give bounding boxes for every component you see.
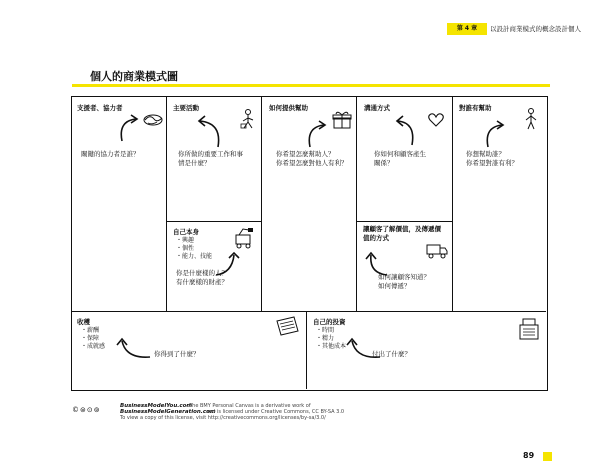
chapter-tag: 第 4 章 [447, 23, 487, 35]
block-title: 自己的投資 [313, 318, 346, 326]
footer-text: and is licensed under Creative Commons, CC BY-SA 3.0 [206, 409, 345, 415]
block-bullets: ・薪酬 ・保障 ・成就感 [81, 327, 106, 350]
divider-line [72, 311, 546, 312]
register-icon [518, 317, 540, 341]
block-question: 你想幫助誰？ 你希望對誰有利？ [466, 150, 518, 167]
footer-text: To view a copy of this license, visit http://creativecommons.org/licenses/by-sa/3.0/ [120, 415, 326, 421]
curved-arrow-icon [304, 117, 334, 149]
divider-line [261, 97, 262, 311]
curved-arrow-icon [116, 333, 152, 361]
divider-line [166, 221, 261, 222]
creative-commons-icon: ©⊜⊙⊚ [72, 406, 101, 414]
footer-link[interactable]: BusinessModelGeneration.com [120, 409, 216, 415]
block-bullets: ・興趣 ・個性 ・能力、技能 [176, 237, 213, 260]
divider-line [452, 97, 453, 311]
block-question: 你是什麼樣的人？ 有什麼樣的財產？ [176, 269, 228, 286]
page-marker [543, 452, 552, 461]
block-question: 你希望怎麼幫助人？ 你希望怎麼對他人有利？ [276, 150, 348, 167]
curved-arrow-icon [116, 113, 146, 143]
title-rule [72, 84, 550, 87]
block-question: 如何讓顧客知道？ 如何傳遞？ [378, 273, 430, 290]
block-question: 你所做的重要工作和事 情是什麼？ [178, 150, 243, 167]
footer-link[interactable]: BusinessModelYou.com [120, 403, 193, 409]
truck-icon [426, 243, 448, 259]
block-bullets: ・時間 ・精力 ・其他成本 [316, 327, 347, 350]
curved-arrow-icon [192, 113, 226, 149]
page-number: 89 [523, 451, 535, 460]
page-title: 個人的商業模式圖 [90, 70, 178, 83]
block-title: 收穫 [77, 318, 90, 326]
divider-line [306, 311, 307, 389]
equipment-icon [233, 227, 255, 249]
money-icon [274, 315, 300, 337]
block-title: 讓顧客了解價值，及傳遞價 值的方式 [363, 225, 441, 242]
block-question: 你得到了什麼？ [154, 350, 200, 358]
block-question: 付出了什麼？ [372, 350, 411, 358]
curved-arrow-icon [390, 113, 420, 147]
gift-icon [332, 110, 352, 130]
person-icon [524, 108, 538, 130]
heart-icon [428, 113, 444, 127]
block-title: 對誰有幫助 [459, 104, 492, 112]
block-title: 如何提供幫助 [269, 104, 308, 112]
block-question: 關鍵的協力者是誰？ [81, 150, 140, 158]
block-title: 自己本身 [173, 228, 199, 236]
block-question: 你如何和顧客產生 關係？ [374, 150, 426, 167]
block-title: 支援者、協力者 [77, 104, 123, 112]
worker-icon [240, 109, 256, 129]
divider-line [356, 221, 452, 222]
personal-business-model-canvas [71, 96, 548, 391]
footer-text: – The BMY Personal Canvas is a derivative work of [185, 403, 311, 409]
block-title: 主要活動 [173, 104, 199, 112]
curved-arrow-icon [482, 117, 512, 149]
divider-line [166, 97, 167, 311]
block-title: 溝通方式 [364, 104, 390, 112]
chapter-title: 以設計商業模式的概念設計個人 [490, 25, 581, 33]
divider-line [356, 97, 357, 311]
